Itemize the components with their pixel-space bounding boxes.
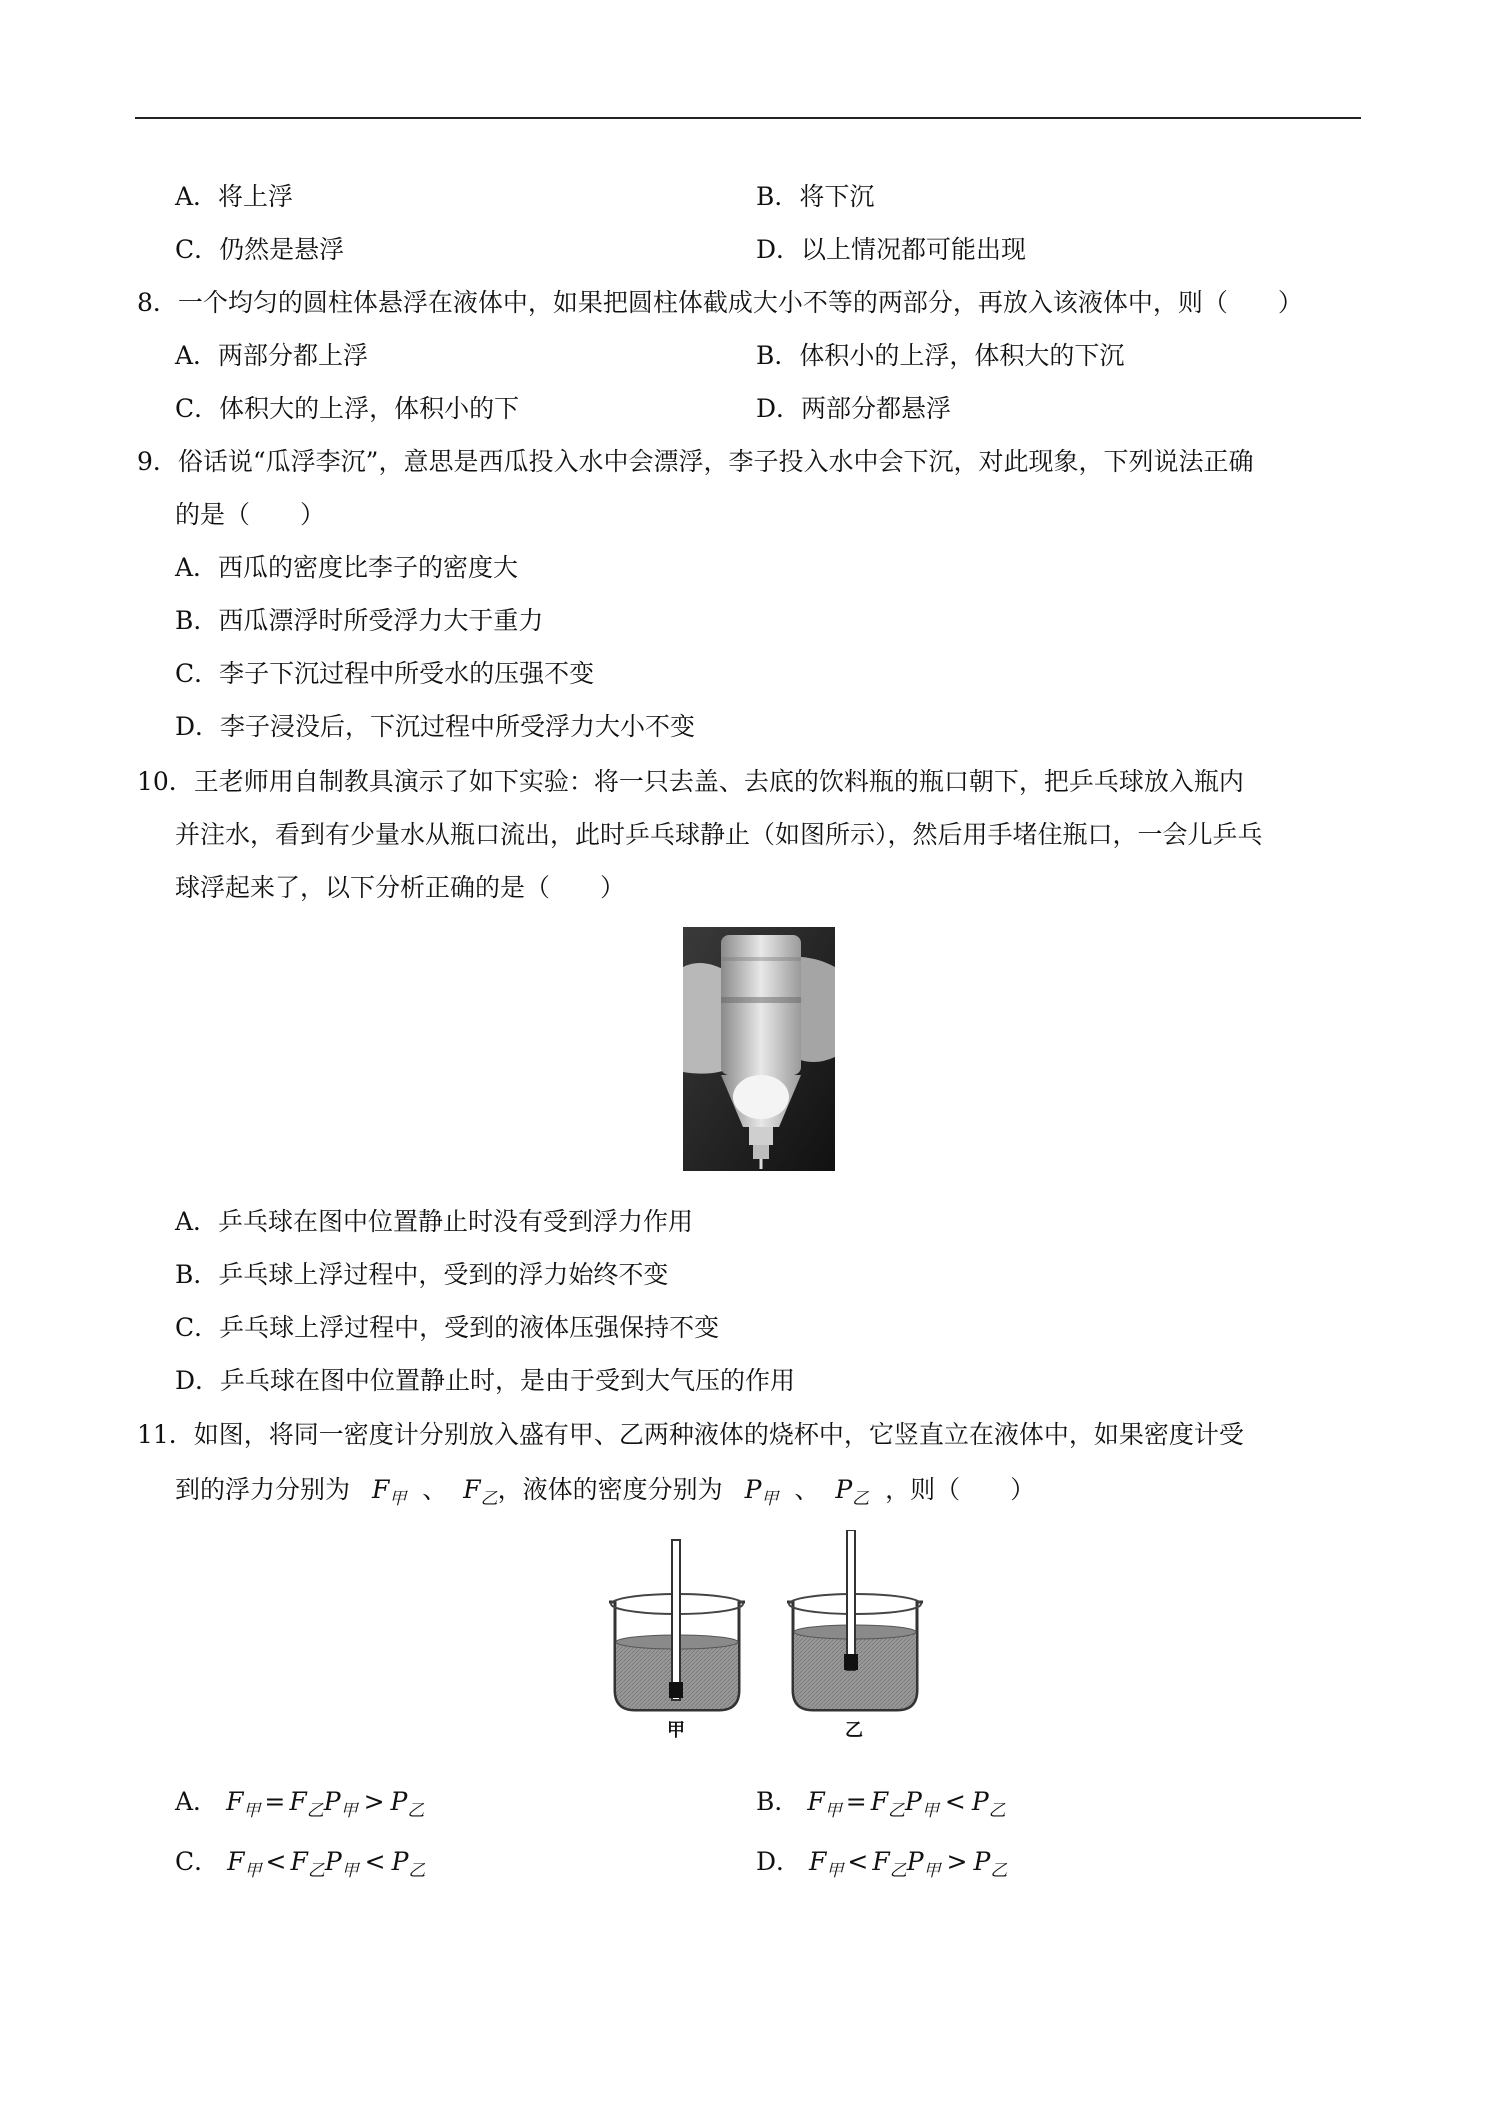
q10-stem-line3: 球浮起来了，以下分析正确的是（ ）: [175, 873, 626, 902]
q10-option-b[interactable]: B．乒乓球上浮过程中，受到的浮力始终不变: [175, 1260, 669, 1289]
beaker-right: [787, 1530, 923, 1710]
bottle-photo: [683, 927, 835, 1171]
q7-option-a[interactable]: A．将上浮: [175, 182, 294, 211]
q9-option-b[interactable]: B．西瓜漂浮时所受浮力大于重力: [175, 606, 544, 635]
q9-option-c[interactable]: C．李子下沉过程中所受水的压强不变: [175, 659, 595, 688]
q8-option-a[interactable]: A．两部分都上浮: [175, 341, 369, 370]
q8-option-c[interactable]: C．体积大的上浮，体积小的下: [175, 394, 520, 423]
q7-option-c[interactable]: C．仍然是悬浮: [175, 235, 345, 264]
q11-option-a[interactable]: A． $F_甲 = F_乙P_甲 > P_乙$: [175, 1787, 425, 1821]
q11-option-b[interactable]: B． $F_甲 = F_乙P_甲 < P_乙$: [756, 1787, 1006, 1821]
q9-stem-line1: 9．俗话说“瓜浮李沉”，意思是西瓜投入水中会漂浮，李子投入水中会下沉，对此现象，下列说法正确: [137, 447, 1254, 476]
beaker-right-label: 乙: [845, 1720, 863, 1741]
q10-stem-line1: 10．王老师用自制教具演示了如下实验：将一只去盖、去底的饮料瓶的瓶口朝下，把乒乓球放入瓶内: [137, 767, 1244, 796]
beaker-left-label: 甲: [667, 1720, 685, 1741]
q8-option-b[interactable]: B．体积小的上浮，体积大的下沉: [756, 341, 1125, 370]
q10-stem-line2: 并注水，看到有少量水从瓶口流出，此时乒乓球静止（如图所示），然后用手堵住瓶口，一会儿乒乓: [175, 820, 1263, 849]
q9-option-d[interactable]: D．李子浸没后，下沉过程中所受浮力大小不变: [175, 712, 696, 741]
q10-option-d[interactable]: D．乒乓球在图中位置静止时，是由于受到大气压的作用: [175, 1366, 796, 1395]
q11-stem-line1: 11．如图，将同一密度计分别放入盛有甲、乙两种液体的烧杯中，它竖直立在液体中，如果密度计受: [137, 1420, 1244, 1449]
q11-stem-line2: 到的浮力分别为 $F_甲$ 、 $F_乙$，液体的密度分别为 $P_甲$ 、 $P_乙$ ，则（ ）: [175, 1475, 1036, 1509]
q9-option-a[interactable]: A．西瓜的密度比李子的密度大: [175, 553, 519, 582]
q11-option-d[interactable]: D． $F_甲 < F_乙P_甲 > P_乙$: [756, 1847, 1008, 1881]
q9-stem-line2: 的是（ ）: [175, 500, 326, 529]
q7-option-b[interactable]: B．将下沉: [756, 182, 875, 211]
q8-stem: 8．一个均匀的圆柱体悬浮在液体中，如果把圆柱体截成大小不等的两部分，再放入该液体中，则（ ）: [137, 288, 1303, 317]
q10-option-a[interactable]: A．乒乓球在图中位置静止时没有受到浮力作用: [175, 1207, 694, 1236]
q7-option-d[interactable]: D．以上情况都可能出现: [756, 235, 1027, 264]
q11-option-c[interactable]: C． $F_甲 < F_乙P_甲 < P_乙$: [175, 1847, 426, 1881]
q8-option-d[interactable]: D．两部分都悬浮: [756, 394, 952, 423]
beakers-figure: [603, 1530, 933, 1740]
q10-option-c[interactable]: C．乒乓球上浮过程中，受到的液体压强保持不变: [175, 1313, 720, 1342]
beaker-left: [609, 1540, 745, 1710]
header-rule: [135, 117, 1361, 119]
